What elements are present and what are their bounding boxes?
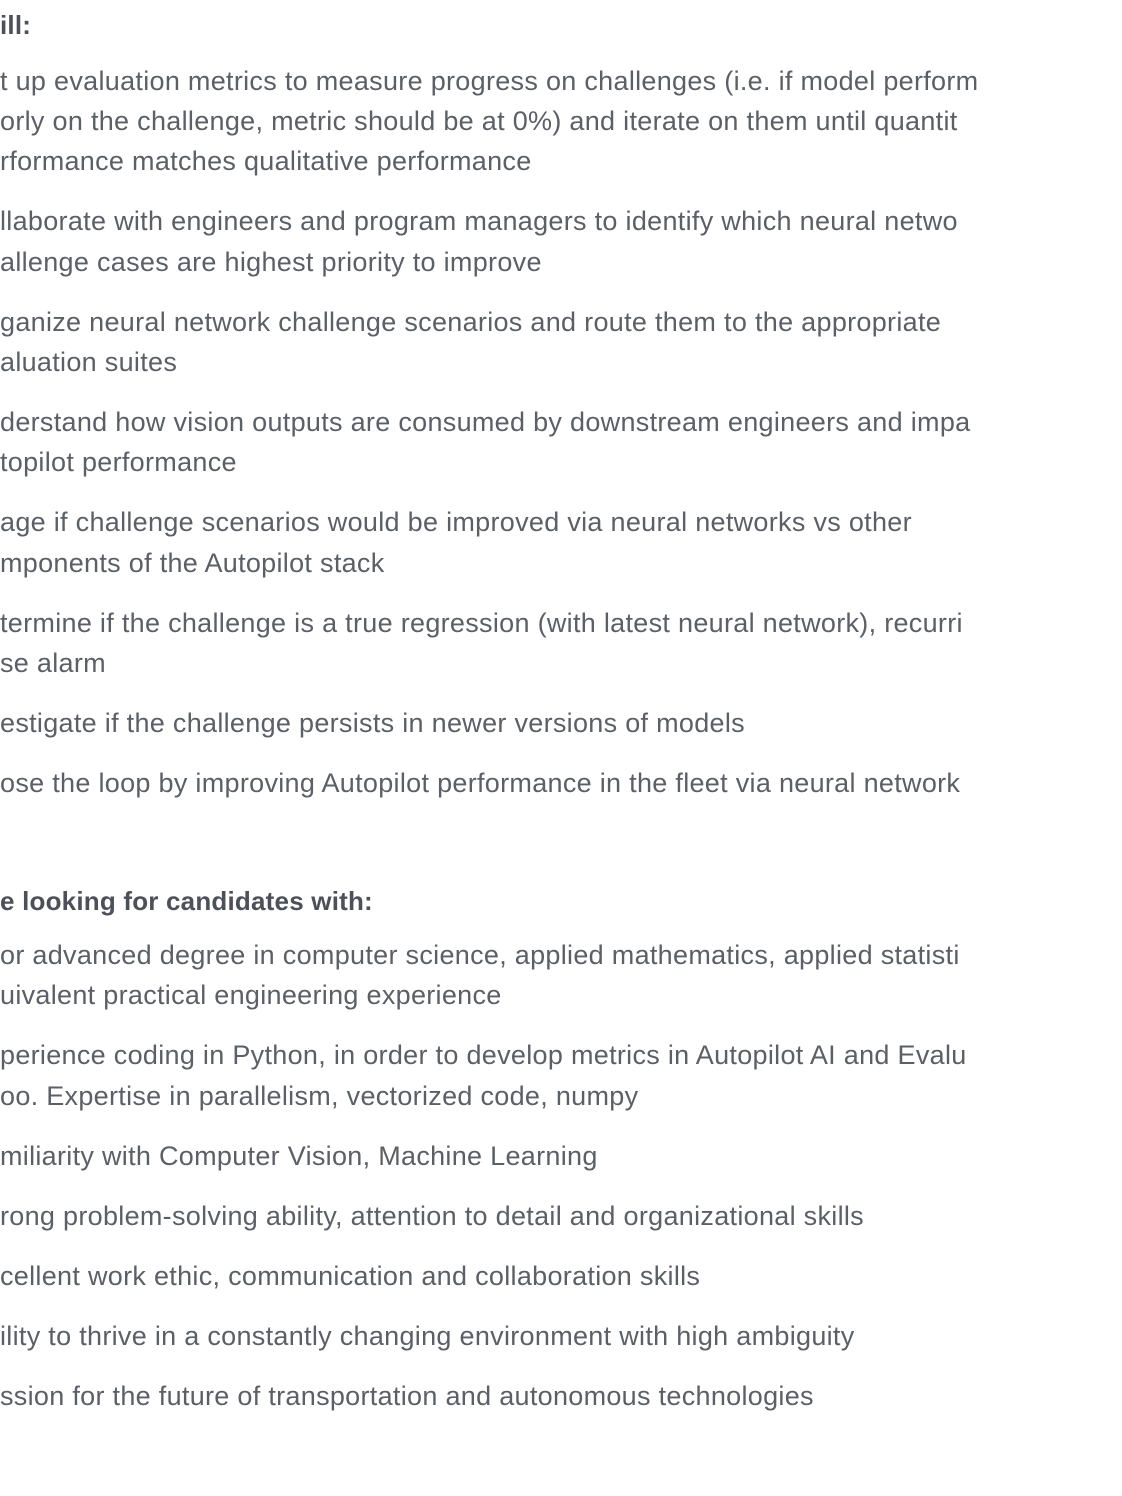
list-item-line: termine if the challenge is a true regression (with latest neural network), recurri — [0, 608, 963, 638]
list-item-line: mponents of the Autopilot stack — [0, 548, 385, 578]
list-item-line: topilot performance — [0, 447, 237, 477]
list-item-line: ose the loop by improving Autopilot performance in the fleet via neural network — [0, 768, 961, 798]
list-item-line: aluation suites — [0, 347, 178, 377]
list-item-line: derstand how vision outputs are consumed by downstream engineers and impa — [0, 407, 971, 437]
list-item-line: ility to thrive in a constantly changing environment with high ambiguity — [0, 1321, 855, 1351]
list-item-line: llaborate with engineers and program managers to identify which neural netwo — [0, 206, 958, 236]
list-item-line: cellent work ethic, communication and collaboration skills — [0, 1261, 701, 1291]
list-item-line: oo. Expertise in parallelism, vectorized code, numpy — [0, 1081, 639, 1111]
list-item-line: or advanced degree in computer science, applied mathematics, applied statisti — [0, 940, 960, 970]
section-heading-responsibilities: ill: — [0, 10, 32, 40]
list-item-line: perience coding in Python, in order to develop metrics in Autopilot AI and Evalu — [0, 1040, 967, 1070]
list-item-line: rformance matches qualitative performance — [0, 146, 532, 176]
list-item-line: uivalent practical engineering experience — [0, 980, 502, 1010]
list-item-line: t up evaluation metrics to measure progress on challenges (i.e. if model perform — [0, 66, 979, 96]
list-item-line: ganize neural network challenge scenarios and route them to the appropriate — [0, 307, 942, 337]
list-item-line: rong problem-solving ability, attention to detail and organizational skills — [0, 1201, 864, 1231]
list-item-line: se alarm — [0, 648, 106, 678]
list-item-line: estigate if the challenge persists in newer versions of models — [0, 708, 745, 738]
list-item-line: miliarity with Computer Vision, Machine Learning — [0, 1141, 598, 1171]
list-item-line: ssion for the future of transportation and autonomous technologies — [0, 1381, 814, 1411]
list-item-line: age if challenge scenarios would be improved via neural networks vs other — [0, 507, 912, 537]
list-item-line: allenge cases are highest priority to improve — [0, 247, 542, 277]
section-heading-requirements: e looking for candidates with: — [0, 886, 373, 916]
list-item-line: orly on the challenge, metric should be at 0%) and iterate on them until quantit — [0, 106, 958, 136]
